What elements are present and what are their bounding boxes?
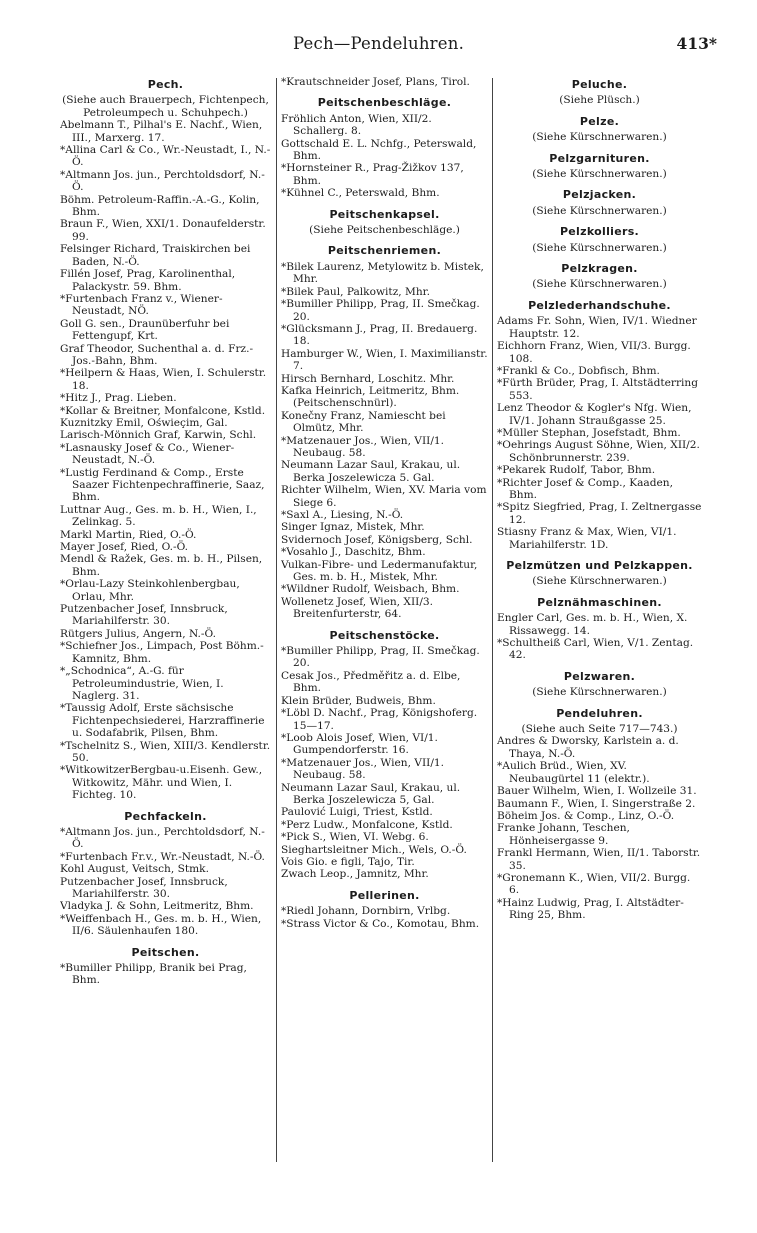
directory-entry: Luttnar Aug., Ges. m. b. H., Wien, I., Zelinkag. 5. xyxy=(60,503,257,529)
directory-entry: *Weiffenbach H., Ges. m. b. H., Wien, II/6. Säulenhaufen 180. xyxy=(60,912,262,938)
directory-entry: *Saxl A., Liesing, N.-Ö. xyxy=(281,509,404,521)
section-heading: Pelzkragen. xyxy=(561,262,638,276)
directory-section xyxy=(281,630,488,881)
directory-entry: Kuznitzky Emil, Oświeçim, Gal. xyxy=(60,416,228,429)
directory-entry: *Vosahlo J., Daschitz, Bhm. xyxy=(281,546,426,559)
directory-entry: *Gronemann K., Wien, VII/2. Burgg. 6. xyxy=(497,871,691,897)
cross-reference-note: (Siehe auch Seite 717—743.) xyxy=(521,723,678,736)
directory-section xyxy=(497,597,702,662)
directory-entry: Vulkan-Fibre- und Ledermanufaktur, Ges. m. b. H., Mistek, Mhr. xyxy=(281,558,478,584)
directory-entry: Rütgers Julius, Angern, N.-Ö. xyxy=(60,627,216,640)
directory-section xyxy=(60,811,271,938)
directory-entry: Adams Fr. Sohn, Wien, IV/1. Wiedner Hauptstr. 12. xyxy=(497,315,697,340)
directory-entry: Kohl August, Veitsch, Stmk. xyxy=(60,863,209,876)
directory-entry: *Orlau-Lazy Steinkohlenbergbau, Orlau, Mhr. xyxy=(60,578,240,603)
directory-entry: Svidernoch Josef, Königsberg, Schl. xyxy=(281,533,473,546)
directory-entry: Kafka Heinrich, Leitmeritz, Bhm. (Peitschenschnürl). xyxy=(281,384,460,410)
directory-section xyxy=(497,708,702,922)
directory-entry: *Lustig Ferdinand & Comp., Erste Saazer Fichtenpechraffinerie, Saaz, Bhm. xyxy=(60,466,265,504)
directory-entry: *Altmann Jos. jun., Perchtoldsdorf, N.-Ö. xyxy=(60,168,265,194)
directory-section xyxy=(497,263,702,291)
directory-entry: Gottschald E. L. Nchfg., Peterswald, Bhm. xyxy=(281,137,477,163)
directory-entry: Vois Gio. e figli, Tajo, Tir. xyxy=(281,855,415,868)
directory-entry: *Allina Carl & Co., Wr.-Neustadt, I., N.-Ö. xyxy=(60,144,271,169)
directory-entry: *Kollar & Breitner, Monfalcone, Kstld. xyxy=(60,404,266,417)
directory-entry: Richter Wilhelm, Wien, XV. Maria vom Siege 6. xyxy=(281,484,487,509)
directory-section xyxy=(497,671,702,699)
directory-section xyxy=(60,79,271,802)
directory-entry: *Glücksmann J., Prag, II. Bredauerg. 18. xyxy=(281,322,478,348)
directory-section xyxy=(497,116,702,144)
directory-entry: Eichhorn Franz, Wien, VII/3. Burgg. 108. xyxy=(497,340,691,365)
directory-entry: *Bumiller Philipp, Prag, II. Smečkag. 20. xyxy=(281,298,480,323)
directory-entry: Putzenbacher Josef, Innsbruck, Mariahilferstr. 30. xyxy=(60,875,228,900)
directory-entry: Larisch-Mönnich Graf, Karwin, Schl. xyxy=(60,429,257,442)
directory-section xyxy=(497,79,702,107)
directory-entry: *Wildner Rudolf, Weisbach, Bhm. xyxy=(281,583,460,596)
directory-entry: *Matzenauer Jos., Wien, VII/1. Neubaug. 58. xyxy=(281,434,445,459)
directory-entry: *Schultheiß Carl, Wien, V/1. Zentag. 42. xyxy=(497,637,694,662)
directory-entry: *WitkowitzerBergbau-u.Eisenh. Gew., Witkowitz, Mähr. und Wien, I. Fichteg. 10. xyxy=(60,764,263,802)
directory-entry: *Bumiller Philipp, Branik bei Prag, Bhm. xyxy=(60,962,247,987)
cross-reference-note: (Siehe auch Brauerpech, Fichtenpech, Petroleumpech u. Schuhpech.) xyxy=(62,94,269,119)
directory-entry: *Taussig Adolf, Erste sächsische Fichtenpechsiederei, Harzraffinerie u. Sodafabrik, Pilsen, Bhm. xyxy=(60,702,265,740)
directory-section xyxy=(281,245,488,620)
directory-entry: Singer Ignaz, Mistek, Mhr. xyxy=(281,521,425,534)
directory-section xyxy=(497,153,702,181)
section-heading: Pelzgarnituren. xyxy=(549,151,650,165)
directory-entry: Goll G. sen., Draunüberfuhr bei Fettengupf, Krt. xyxy=(60,317,230,343)
directory-entry: *Strass Victor & Co., Komotau, Bhm. xyxy=(281,917,480,930)
directory-entry: Hirsch Bernhard, Loschitz. Mhr. xyxy=(281,372,455,385)
directory-entry: Vladyka J. & Sohn, Leitmeritz, Bhm. xyxy=(60,900,254,913)
directory-entry: Baumann F., Wien, I. Singerstraße 2. xyxy=(497,797,696,810)
directory-entry: Frankl Hermann, Wien, II/1. Taborstr. 35. xyxy=(497,847,701,872)
section-heading: Pelze. xyxy=(579,114,620,128)
directory-entry: *Perz Ludw., Monfalcone, Kstld. xyxy=(281,818,453,831)
section-heading: Pelznähmaschinen. xyxy=(537,595,662,609)
directory-entry: *Oehrings August Söhne, Wien, XII/2. Schönbrunnerstr. 239. xyxy=(497,439,700,464)
page-header xyxy=(0,34,757,60)
directory-entry: *Heilpern & Haas, Wien, I. Schulerstr. 18. xyxy=(60,367,267,392)
directory-entry: Stiasny Franz & Max, Wien, VI/1. Mariahilferstr. 1D. xyxy=(497,526,677,551)
directory-entry: *Riedl Johann, Dornbirn, Vrlbg. xyxy=(281,905,451,918)
section-heading: Pelzwaren. xyxy=(563,669,636,683)
column-divider xyxy=(276,78,277,1162)
directory-entry: Bauer Wilhelm, Wien, I. Wollzeile 31. xyxy=(497,785,697,798)
directory-entry: *Bumiller Philipp, Prag, II. Smečkag. 20. xyxy=(281,645,480,670)
directory-entry: Mendl & Ražek, Ges. m. b. H., Pilsen, Bhm. xyxy=(60,553,263,578)
directory-entry: *Fürth Brüder, Prag, I. Altstädterring 553. xyxy=(497,377,699,402)
directory-entry: Hamburger W., Wien, I. Maximilianstr. 7. xyxy=(281,347,488,373)
directory-entry: *Löbl D. Nachf., Prag, Königshoferg. 15—17. xyxy=(281,707,478,732)
section-heading: Pellerinen. xyxy=(349,888,420,902)
directory-section xyxy=(60,947,271,987)
directory-entry: *Tschelnitz S., Wien, XIII/3. Kendlerstr. 50. xyxy=(60,739,271,764)
section-heading: Pech. xyxy=(147,78,184,91)
directory-entry: Neumann Lazar Saul, Krakau, ul. Berka Joszelewicza 5. Gal. xyxy=(281,459,461,484)
directory-section xyxy=(281,209,488,237)
cross-reference-note: (Siehe Kürschnerwaren.) xyxy=(532,131,667,144)
directory-entry: Braun F., Wien, XXI/1. Donaufelderstr. 99. xyxy=(60,218,266,243)
directory-entry: *Pekarek Rudolf, Tabor, Bhm. xyxy=(497,464,656,477)
directory-section xyxy=(497,189,702,217)
directory-entry: *„Schodnica“, A.-G. für Petroleumindustrie, Wien, I. Naglerg. 31. xyxy=(60,665,224,702)
directory-section xyxy=(497,300,702,551)
directory-entry: *Hitz J., Prag. Lieben. xyxy=(60,392,177,405)
directory-entry: *Krautschneider Josef, Plans, Tirol. xyxy=(281,76,470,88)
directory-entry: *Furtenbach Franz v., Wiener-Neustadt, NÖ. xyxy=(60,292,223,318)
section-heading: Peitschenriemen. xyxy=(327,244,442,258)
directory-entry: *Hornsteiner R., Prag-Žižkov 137, Bhm. xyxy=(281,162,464,187)
directory-entry: Franke Johann, Teschen, Hönheisergasse 9. xyxy=(497,822,630,847)
directory-entry: *Matzenauer Jos., Wien, VII/1. Neubaug. 58. xyxy=(281,756,445,782)
column-2 xyxy=(281,76,488,1226)
directory-entry: *Altmann Jos. jun., Perchtoldsdorf, N.-Ö. xyxy=(60,825,265,851)
directory-entry: *Bilek Laurenz, Metylowitz b. Mistek, Mhr. xyxy=(281,260,484,286)
section-heading: Peitschenkapsel. xyxy=(329,207,440,221)
page-number: 413* xyxy=(676,34,717,53)
directory-entry: Markl Martin, Ried, O.-Ö. xyxy=(60,528,197,541)
directory-entry: Böhm. Petroleum-Raffin.-A.-G., Kolin, Bhm. xyxy=(60,193,260,219)
cross-reference-note: (Siehe Kürschnerwaren.) xyxy=(532,686,667,699)
column-1 xyxy=(60,76,271,1226)
directory-entry: *Hainz Ludwig, Prag, I. Altstädter-Ring 25, Bhm. xyxy=(497,896,684,922)
directory-section xyxy=(281,890,488,930)
section-heading: Pelzmützen und Pelzkappen. xyxy=(506,559,693,572)
directory-section xyxy=(497,226,702,254)
directory-entry: Wollenetz Josef, Wien, XII/3. Breitenfurterstr, 64. xyxy=(281,595,434,621)
directory-entry: *Furtenbach Fr.v., Wr.-Neustadt, N.-Ö. xyxy=(60,850,265,863)
directory-entry: Cesak Jos., Předměřitz a. d. Elbe, Bhm. xyxy=(281,669,461,695)
section-heading: Peitschenstöcke. xyxy=(329,628,440,642)
directory-entry: Konečny Franz, Namiescht bei Olmütz, Mhr. xyxy=(281,409,446,435)
directory-entry: *Frankl & Co., Dobfisch, Bhm. xyxy=(497,364,660,377)
directory-entry: *Richter Josef & Comp., Kaaden, Bhm. xyxy=(497,476,673,501)
directory-entry: Felsinger Richard, Traiskirchen bei Baden, N.-Ö. xyxy=(60,243,251,268)
cross-reference-note: (Siehe Kürschnerwaren.) xyxy=(532,241,667,254)
directory-entry: *Kühnel C., Peterswald, Bhm. xyxy=(281,187,440,200)
directory-entry: Paulović Luigi, Triest, Kstld. xyxy=(281,806,433,819)
cross-reference-note: (Siehe Peitschenbeschläge.) xyxy=(309,224,460,237)
directory-entry: *Loob Alois Josef, Wien, VI/1. Gumpendorferstr. 16. xyxy=(281,731,438,757)
cross-reference-note: (Siehe Kürschnerwaren.) xyxy=(532,204,667,217)
section-heading: Pelzkolliers. xyxy=(559,225,640,239)
cross-reference-note: (Siehe Plüsch.) xyxy=(559,94,640,107)
directory-entry: Zwach Leop., Jamnitz, Mhr. xyxy=(281,868,429,881)
column-divider xyxy=(492,78,493,1162)
section-heading: Peluche. xyxy=(571,78,628,91)
directory-section xyxy=(281,76,488,88)
section-heading: Peitschen. xyxy=(131,945,200,959)
directory-entry: Neumann Lazar Saul, Krakau, ul. Berka Joszelewicza 5, Gal. xyxy=(281,781,461,806)
directory-entry: Abelmann T., Pilhal's E. Nachf., Wien, III., Marxerg. 17. xyxy=(60,119,263,144)
running-title: Pech—Pendeluhren. xyxy=(292,34,465,53)
directory-entry: *Aulich Brüd., Wien, XV. Neubaugürtel 11 (elektr.). xyxy=(497,760,650,785)
directory-entry: Sieghartsleitner Mich., Wels, O.-Ö. xyxy=(281,843,467,856)
directory-entry: Putzenbacher Josef, Innsbruck, Mariahilferstr. 30. xyxy=(60,603,228,628)
section-heading: Pechfackeln. xyxy=(124,809,207,823)
directory-entry: Böheim Jos. & Comp., Linz, O.-Ö. xyxy=(497,809,675,822)
directory-entry: *Lasnausky Josef & Co., Wiener-Neustadt, N.-Ö. xyxy=(60,441,235,467)
directory-entry: *Spitz Siegfried, Prag, I. Zeltnergasse 12. xyxy=(497,501,702,526)
directory-section xyxy=(497,560,702,588)
directory-entry: *Pick S., Wien, VI. Webg. 6. xyxy=(281,831,429,844)
directory-entry: *Müller Stephan, Josefstadt, Bhm. xyxy=(497,426,681,439)
directory-entry: Klein Brüder, Budweis, Bhm. xyxy=(281,694,436,707)
directory-entry: Graf Theodor, Suchenthal a. d. Frz.-Jos.-Bahn, Bhm. xyxy=(60,342,254,367)
section-heading: Pelzlederhandschuhe. xyxy=(528,298,671,312)
directory-entry: *Schiefner Jos., Limpach, Post Böhm.-Kamnitz, Bhm. xyxy=(60,640,264,665)
directory-entry: Mayer Josef, Ried, O.-Ö. xyxy=(60,541,189,554)
directory-entry: Lenz Theodor & Kogler's Nfg. Wien, IV/1. Johann Straußgasse 25. xyxy=(497,402,692,427)
cross-reference-note: (Siehe Kürschnerwaren.) xyxy=(532,278,667,291)
cross-reference-note: (Siehe Kürschnerwaren.) xyxy=(532,168,667,181)
directory-entry: Fröhlich Anton, Wien, XII/2. Schallerg. 8. xyxy=(281,112,432,138)
column-3 xyxy=(497,76,702,1226)
directory-entry: *Bilek Paul, Palkowitz, Mhr. xyxy=(281,285,430,298)
directory-entry: Andres & Dworsky, Karlstein a. d. Thaya, N.-Ö. xyxy=(497,735,679,760)
directory-entry: Engler Carl, Ges. m. b. H., Wien, X. Rissawegg. 14. xyxy=(497,612,688,637)
section-heading: Peitschenbeschläge. xyxy=(317,96,452,110)
section-heading: Pelzjacken. xyxy=(562,188,637,202)
section-heading: Pendeluhren. xyxy=(556,706,643,720)
cross-reference-note: (Siehe Kürschnerwaren.) xyxy=(532,575,667,588)
directory-entry: Fillén Josef, Prag, Karolinenthal, Palackystr. 59. Bhm. xyxy=(60,268,236,293)
directory-section xyxy=(281,97,488,199)
